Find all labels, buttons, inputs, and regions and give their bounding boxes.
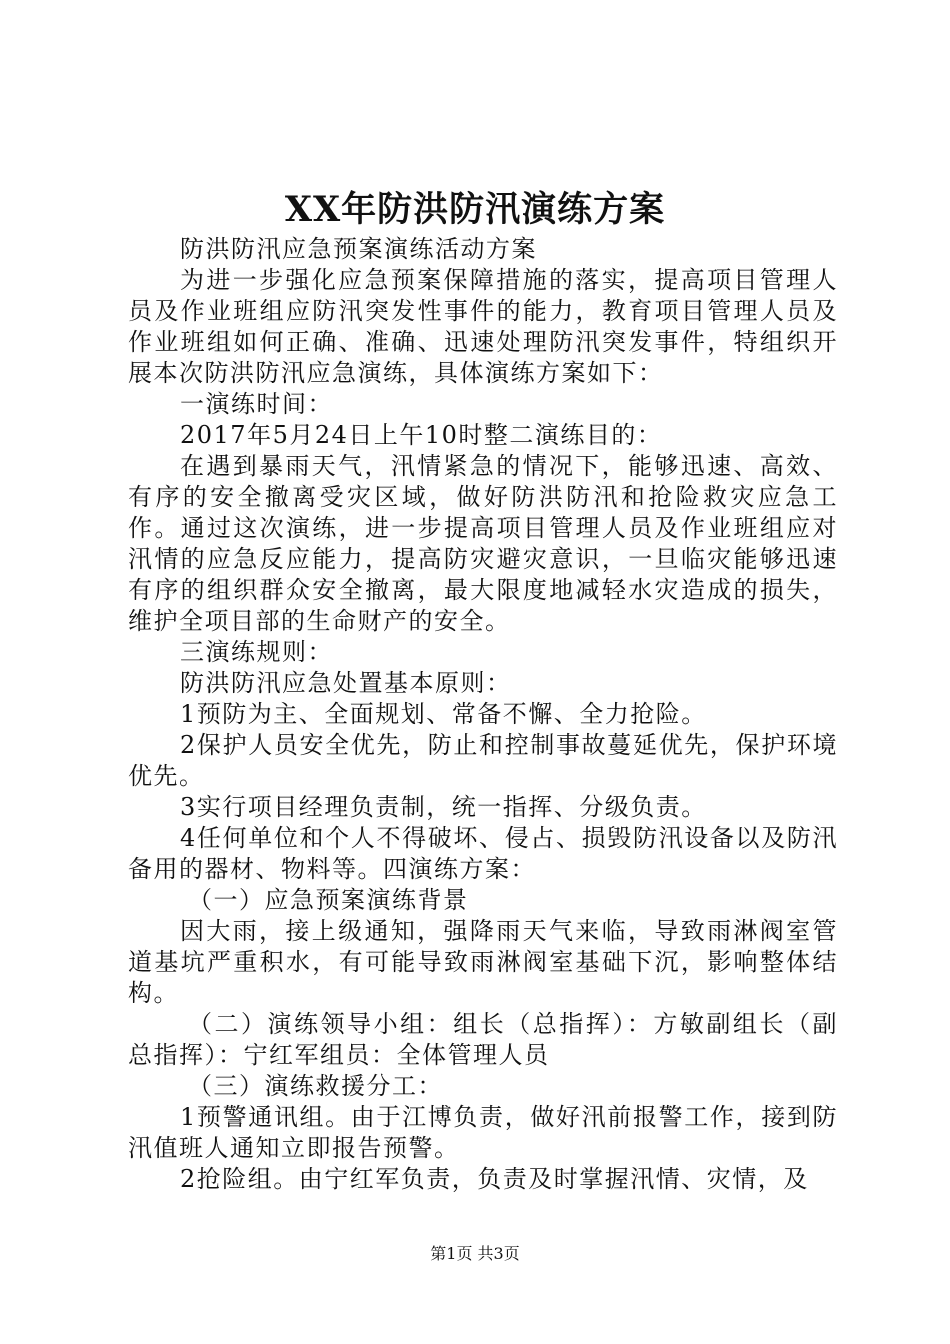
page-footer: 第1页 共3页 xyxy=(430,1244,520,1263)
body-paragraph: 1预警通讯组。由于江博负责，做好汛前报警工作，接到防汛值班人通知立即报告预警。 xyxy=(128,1103,838,1162)
body-paragraph: 一演练时间： xyxy=(180,390,333,418)
body-paragraph: 三演练规则： xyxy=(180,638,333,666)
body-paragraph: （三）演练救援分工： xyxy=(188,1072,443,1100)
body-paragraph: 1预防为主、全面规划、常备不懈、全力抢险。 xyxy=(180,700,707,728)
body-paragraph: （二）演练领导小组：组长（总指挥）：方敏副组长（副总指挥）：宁红军组员：全体管理人员 xyxy=(128,1010,838,1069)
body-paragraph: 2保护人员安全优先，防止和控制事故蔓延优先，保护环境优先。 xyxy=(128,731,838,790)
body-paragraph: 2抢险组。由宁红军负责，负责及时掌握汛情、灾情，及 xyxy=(180,1165,809,1193)
document-body xyxy=(128,234,838,1195)
body-paragraph: 4任何单位和个人不得破坏、侵占、损毁防汛设备以及防汛备用的器材、物料等。四演练方案： xyxy=(128,824,838,883)
body-paragraph: 防洪防汛应急预案演练活动方案 xyxy=(180,235,537,263)
body-paragraph: 在遇到暴雨天气，汛情紧急的情况下，能够迅速、高效、有序的安全撤离受灾区域，做好防洪防汛和抢险救灾应急工作。通过这次演练，进一步提高项目管理人员及作业班组应对汛情的应急反应能力，提高防灾避灾意识，一旦临灾能够迅速有序的组织群众安全撤离，最大限度地减轻水灾造成的损失，维护全项目部的生命财产的安全。 xyxy=(128,452,838,635)
body-paragraph: 3实行项目经理负责制，统一指挥、分级负责。 xyxy=(180,793,707,821)
body-paragraph: 因大雨，接上级通知，强降雨天气来临，导致雨淋阀室管道基坑严重积水，有可能导致雨淋阀室基础下沉，影响整体结构。 xyxy=(128,917,838,1007)
body-paragraph: 2017年5月24日上午10时整二演练目的： xyxy=(180,421,663,449)
document-title: XX年防洪防汛演练方案 xyxy=(284,189,666,230)
body-paragraph: 为进一步强化应急预案保障措施的落实，提高项目管理人员及作业班组应防汛突发性事件的能力，教育项目管理人员及作业班组如何正确、准确、迅速处理防汛突发事件，特组织开展本次防洪防汛应急演练，具体演练方案如下： xyxy=(128,266,838,387)
body-paragraph: 防洪防汛应急处置基本原则： xyxy=(180,669,512,697)
body-paragraph: （一）应急预案演练背景 xyxy=(188,886,469,914)
